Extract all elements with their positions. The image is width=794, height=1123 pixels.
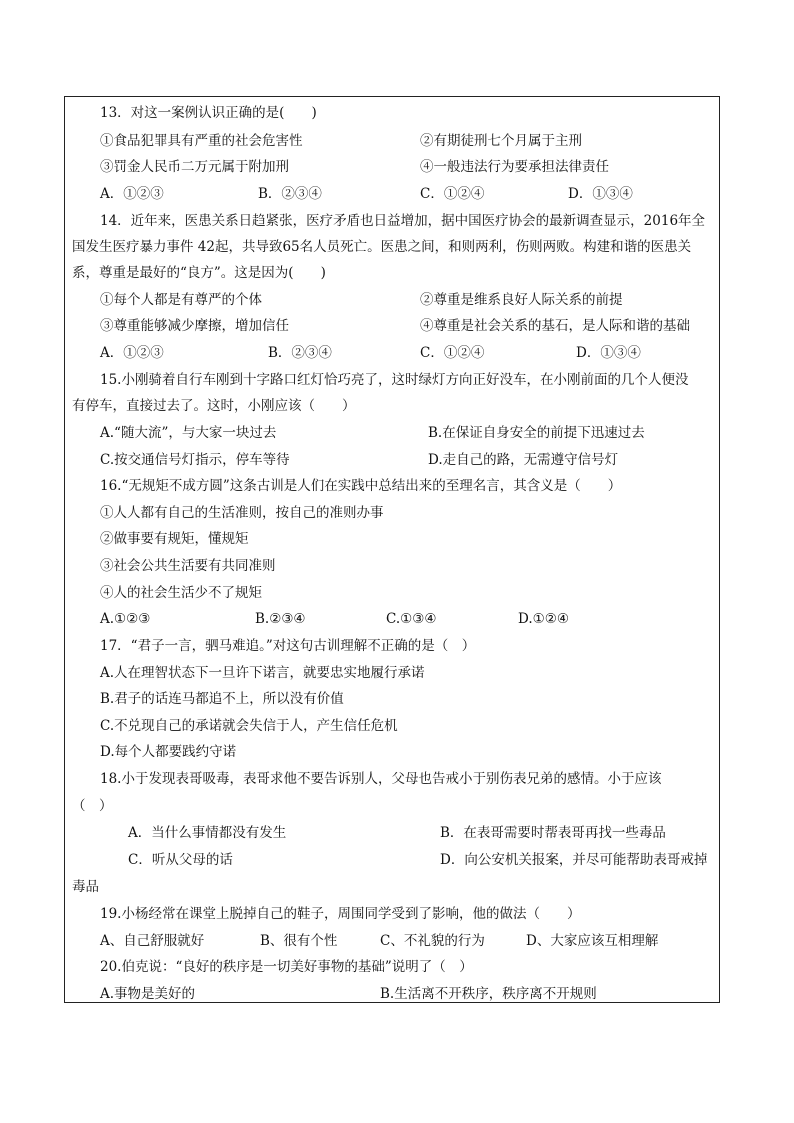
- q18-line-1: 18.小于发现表哥吸毒，表哥求他不要告诉别人，父母也告戒小于别伤表兄弟的感情。小于应该: [100, 771, 662, 787]
- q15-option-c: C.按交通信号灯指示，停车等待: [100, 452, 290, 468]
- q14-statement-1: ①每个人都是有尊严的个体: [100, 292, 262, 308]
- q15-line-1: 15.小刚骑着自行车刚到十字路口红灯恰巧亮了，这时绿灯方向正好没车，在小刚前面的几个人便没: [100, 372, 689, 388]
- q14-line-3: 系，尊重是最好的“良方”。这是因为( ): [72, 265, 326, 281]
- q18-option-d-continued: 毒品: [72, 879, 99, 895]
- q14-statement-2: ②尊重是维系良好人际关系的前提: [420, 292, 623, 308]
- q14-option-b: B．②③④: [268, 345, 332, 361]
- q20-option-b: B.生活离不开秩序，秩序离不开规则: [380, 986, 597, 1002]
- q14-option-a: A．①②③: [100, 345, 164, 361]
- q16-option-b: B.②③④: [255, 611, 306, 627]
- q15-option-b: B.在保证自身安全的前提下迅速过去: [428, 425, 645, 441]
- q19-option-c: C、不礼貌的行为: [380, 933, 485, 949]
- q16-option-c: C.①③④: [386, 611, 437, 627]
- q16-statement-3: ③社会公共生活要有共同准则: [100, 558, 276, 574]
- q17-stem: 17．“君子一言，驷马难追。”对这句古训理解不正确的是（ ）: [100, 638, 476, 654]
- q14-line-1: 14．近年来，医患关系日趋紧张，医疗矛盾也日益增加，据中国医疗协会的最新调查显示，2016年全: [100, 213, 706, 229]
- q18-option-a: A．当什么事情都没有发生: [128, 825, 287, 841]
- q16-statement-4: ④人的社会生活少不了规矩: [100, 585, 262, 601]
- q19-stem: 19.小杨经常在课堂上脱掉自己的鞋子，周围同学受到了影响，他的做法（ ）: [100, 906, 581, 922]
- q16-statement-1: ①人人都有自己的生活准则，按自己的准则办事: [100, 505, 384, 521]
- q17-option-d: D.每个人都要践约守诺: [100, 744, 237, 760]
- q13-stem: 13．对这一案例认识正确的是( ): [100, 105, 317, 121]
- q15-option-a: A.“随大流”，与大家一块过去: [100, 425, 277, 441]
- q16-option-d: D.①②④: [518, 611, 569, 627]
- q19-option-b: B、很有个性: [260, 933, 338, 949]
- q14-statement-4: ④尊重是社会关系的基石，是人际和谐的基础: [420, 318, 690, 334]
- q16-option-a: A.①②③: [100, 611, 151, 627]
- q13-option-c: C．①②④: [420, 186, 485, 202]
- q20-stem: 20.伯克说：“良好的秩序是一切美好事物的基础”说明了（ ）: [100, 959, 473, 975]
- q14-option-d: D．①③④: [576, 345, 641, 361]
- q19-option-a: A、自己舒服就好: [100, 933, 205, 949]
- q18-option-b: B．在表哥需要时帮表哥再找一些毒品: [440, 825, 666, 841]
- q14-line-2: 国发生医疗暴力事件 42起，共导致65名人员死亡。医患之间，和则两利，伤则两败。构建和谐的医患关: [72, 239, 692, 255]
- q14-statement-3: ③尊重能够减少摩擦，增加信任: [100, 318, 289, 334]
- q19-option-d: D、大家应该互相理解: [526, 933, 659, 949]
- q13-statement-4: ④一般违法行为要承担法律责任: [420, 159, 609, 175]
- q20-option-a: A.事物是美好的: [100, 986, 196, 1002]
- q15-option-d: D.走自己的路，无需遵守信号灯: [428, 452, 619, 468]
- q15-line-2: 有停车，直接过去了。这时，小刚应该（ ）: [72, 398, 356, 414]
- q13-option-b: B．②③④: [258, 186, 322, 202]
- q16-stem: 16.“无规矩不成方圆”这条古训是人们在实践中总结出来的至理名言，其含义是（ ）: [100, 478, 622, 494]
- q17-option-c: C.不兑现自己的承诺就会失信于人，产生信任危机: [100, 718, 398, 734]
- q16-statement-2: ②做事要有规矩，懂规矩: [100, 531, 249, 547]
- q13-statement-3: ③罚金人民币二万元属于附加刑: [100, 159, 289, 175]
- q13-statement-1: ①食品犯罪具有严重的社会危害性: [100, 133, 303, 149]
- q17-option-a: A.人在理智状态下一旦许下诺言，就要忠实地履行承诺: [100, 665, 425, 681]
- q17-option-b: B.君子的话连马都追不上，所以没有价值: [100, 691, 344, 707]
- q14-option-c: C．①②④: [420, 345, 485, 361]
- q18-option-c: C．听从父母的话: [128, 852, 233, 868]
- q18-line-2: （ ）: [72, 798, 113, 814]
- q13-option-a: A．①②③: [100, 186, 164, 202]
- q13-option-d: D．①③④: [568, 186, 633, 202]
- q18-option-d: D．向公安机关报案，并尽可能帮助表哥戒掉: [440, 852, 708, 868]
- q13-statement-2: ②有期徒刑七个月属于主刑: [420, 133, 582, 149]
